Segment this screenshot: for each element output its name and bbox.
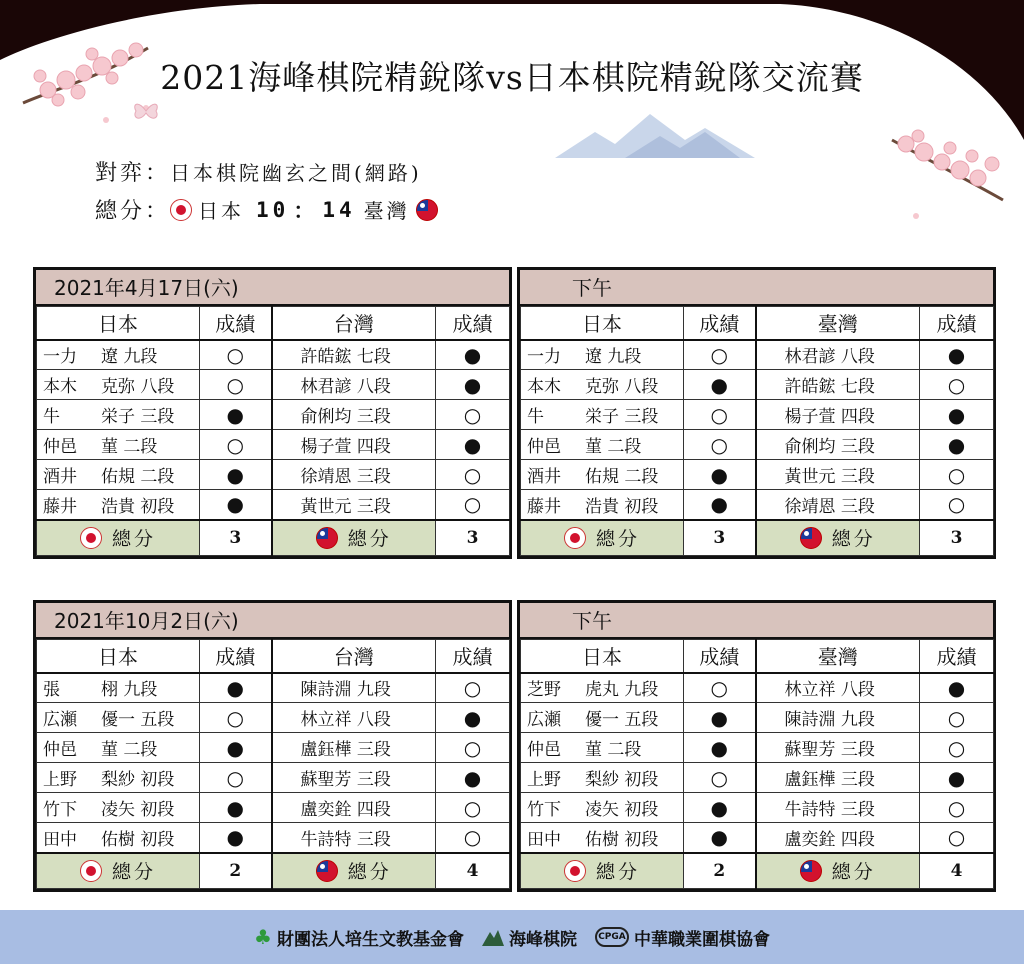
taiwan-player: 俞俐均 三段 xyxy=(272,400,436,430)
japan-player xyxy=(521,733,684,763)
japan-result: ● xyxy=(200,673,272,703)
japan-result: ○ xyxy=(684,673,756,703)
table-row xyxy=(521,703,994,733)
japan-total-label-cell xyxy=(521,853,684,889)
table-row xyxy=(521,823,994,853)
total-left-score: 10 xyxy=(256,197,290,222)
sponsor-haifeng-label: 海峰棋院 xyxy=(508,929,577,950)
taiwan-result: ● xyxy=(436,430,510,460)
table-row xyxy=(37,763,510,793)
table-row xyxy=(37,673,510,703)
venue-value: 日本棋院幽玄之間(網路) xyxy=(170,161,422,185)
japan-player-surname: 田中 xyxy=(43,829,77,850)
japan-result: ● xyxy=(684,490,756,520)
japan-total-label: 總分 xyxy=(111,861,156,884)
japan-player xyxy=(521,703,684,733)
japan-player-given-rank: 遼 九段 xyxy=(585,347,642,368)
japan-total: 2 xyxy=(684,853,756,889)
japan-result: ○ xyxy=(200,370,272,400)
japan-result: ● xyxy=(684,703,756,733)
taiwan-flag-icon xyxy=(316,527,338,549)
japan-flag-icon xyxy=(564,860,586,882)
cherry-blossom-right-icon xyxy=(888,120,1008,220)
japan-player xyxy=(37,340,200,370)
japan-total: 2 xyxy=(200,853,272,889)
taiwan-result: ● xyxy=(920,673,994,703)
japan-result: ● xyxy=(200,460,272,490)
japan-result: ● xyxy=(200,733,272,763)
total-right-team: 臺灣 xyxy=(363,199,410,223)
japan-player-given-rank: 梨紗 初段 xyxy=(585,770,659,790)
japan-player-surname: 藤井 xyxy=(527,496,561,517)
taiwan-player: 徐靖恩 三段 xyxy=(756,490,920,520)
table-row xyxy=(521,763,994,793)
japan-player xyxy=(521,370,684,400)
taiwan-player: 林立祥 八段 xyxy=(756,673,920,703)
japan-player-surname: 竹下 xyxy=(527,800,561,820)
japan-player xyxy=(37,763,200,793)
results-table xyxy=(36,639,510,889)
taiwan-result: ● xyxy=(436,340,510,370)
taiwan-player: 林立祥 八段 xyxy=(272,703,436,733)
taiwan-player: 楊子萱 四段 xyxy=(272,430,436,460)
taiwan-result: ○ xyxy=(920,823,994,853)
taiwan-player: 徐靖恩 三段 xyxy=(272,460,436,490)
japan-player-given-rank: 栄子 三段 xyxy=(101,407,175,427)
japan-result: ○ xyxy=(200,703,272,733)
japan-player-surname: 酒井 xyxy=(527,467,561,487)
sponsor-foundation-label: 財團法人培生文教基金會 xyxy=(276,929,464,950)
col-result-japan: 成績 xyxy=(684,307,756,340)
table-row xyxy=(521,793,994,823)
taiwan-player: 黃世元 三段 xyxy=(272,490,436,520)
japan-player xyxy=(37,490,200,520)
japan-player xyxy=(521,460,684,490)
japan-player xyxy=(521,490,684,520)
taiwan-result: ○ xyxy=(436,460,510,490)
japan-player-given-rank: 凌矢 初段 xyxy=(101,800,175,820)
japan-player-given-rank: 佑規 二段 xyxy=(585,467,659,487)
japan-player xyxy=(521,430,684,460)
table-row xyxy=(521,673,994,703)
japan-player-surname: 仲邑 xyxy=(527,740,561,760)
japan-result: ○ xyxy=(200,430,272,460)
taiwan-player: 蘇聖芳 三段 xyxy=(756,733,920,763)
taiwan-total-label: 總分 xyxy=(831,528,876,551)
col-taiwan: 台灣 xyxy=(272,640,436,673)
japan-flag-icon xyxy=(80,527,102,549)
table-header-row xyxy=(37,640,510,673)
taiwan-result: ○ xyxy=(920,703,994,733)
japan-player-surname: 仲邑 xyxy=(527,437,561,457)
table-row xyxy=(37,340,510,370)
japan-player-given-rank: 佑樹 初段 xyxy=(585,829,659,850)
taiwan-player: 許皓鋐 七段 xyxy=(756,370,920,400)
japan-player xyxy=(37,733,200,763)
japan-flag-icon xyxy=(564,527,586,549)
taiwan-result: ○ xyxy=(436,490,510,520)
japan-player-given-rank: 栄子 三段 xyxy=(585,407,659,427)
panel-heading: 下午 xyxy=(520,270,993,306)
japan-player-surname: 本木 xyxy=(43,377,77,397)
taiwan-player: 林君諺 八段 xyxy=(272,370,436,400)
taiwan-result: ○ xyxy=(436,793,510,823)
japan-total: 3 xyxy=(200,520,272,556)
taiwan-result: ● xyxy=(920,430,994,460)
japan-result: ○ xyxy=(684,763,756,793)
table-row xyxy=(521,370,994,400)
taiwan-result: ○ xyxy=(920,733,994,763)
page-title: 2021海峰棋院精銳隊vs日本棋院精銳隊交流賽 xyxy=(160,58,864,97)
japan-player-surname: 牛 xyxy=(527,407,544,427)
results-table xyxy=(36,306,510,556)
taiwan-player: 盧鈺樺 三段 xyxy=(756,763,920,793)
table-row xyxy=(521,430,994,460)
taiwan-player: 蘇聖芳 三段 xyxy=(272,763,436,793)
taiwan-result: ● xyxy=(436,370,510,400)
japan-player-given-rank: 佑樹 初段 xyxy=(101,829,175,850)
result-panel-3 xyxy=(33,600,512,892)
taiwan-flag-icon xyxy=(800,527,822,549)
japan-player xyxy=(37,673,200,703)
japan-player-given-rank: 克弥 八段 xyxy=(101,377,175,397)
japan-total-label-cell xyxy=(521,520,684,556)
japan-player-surname: 酒井 xyxy=(43,467,77,487)
taiwan-player: 盧奕銓 四段 xyxy=(756,823,920,853)
taiwan-player: 牛詩特 三段 xyxy=(272,823,436,853)
japan-player xyxy=(37,793,200,823)
table-row xyxy=(37,430,510,460)
taiwan-player: 盧奕銓 四段 xyxy=(272,793,436,823)
total-sep: ： xyxy=(293,198,319,223)
japan-player-given-rank: 克弥 八段 xyxy=(585,377,659,397)
taiwan-player: 黃世元 三段 xyxy=(756,460,920,490)
japan-flag-icon xyxy=(80,860,102,882)
taiwan-total: 4 xyxy=(920,853,994,889)
taiwan-result: ○ xyxy=(920,793,994,823)
taiwan-total-label-cell xyxy=(272,520,436,556)
japan-player xyxy=(37,823,200,853)
japan-player-given-rank: 優一 五段 xyxy=(101,710,175,730)
table-row xyxy=(37,460,510,490)
col-result-taiwan: 成績 xyxy=(920,640,994,673)
japan-result: ● xyxy=(200,793,272,823)
japan-player-surname: 本木 xyxy=(527,377,561,397)
total-row xyxy=(521,853,994,889)
table-row xyxy=(521,400,994,430)
japan-player xyxy=(521,673,684,703)
taiwan-result: ● xyxy=(920,400,994,430)
taiwan-player: 俞俐均 三段 xyxy=(756,430,920,460)
japan-result: ● xyxy=(200,490,272,520)
japan-player-given-rank: 菫 二段 xyxy=(101,740,158,760)
japan-total-label-cell xyxy=(37,520,200,556)
japan-player xyxy=(37,370,200,400)
taiwan-result: ○ xyxy=(920,460,994,490)
japan-player-given-rank: 凌矢 初段 xyxy=(585,800,659,820)
taiwan-total-label-cell xyxy=(272,853,436,889)
results-table xyxy=(520,639,994,889)
japan-player-surname: 一力 xyxy=(43,347,77,368)
venue-label: 對弈： xyxy=(95,161,171,186)
table-header-row xyxy=(521,307,994,340)
japan-total-label: 總分 xyxy=(111,528,156,551)
japan-player-given-rank: 浩貴 初段 xyxy=(585,496,659,517)
table-row xyxy=(521,340,994,370)
table-row xyxy=(521,490,994,520)
total-row xyxy=(37,520,510,556)
japan-player-given-rank: 梨紗 初段 xyxy=(101,770,175,790)
japan-player xyxy=(521,400,684,430)
taiwan-player: 楊子萱 四段 xyxy=(756,400,920,430)
taiwan-player: 林君諺 八段 xyxy=(756,340,920,370)
table-header-row xyxy=(37,307,510,340)
table-row xyxy=(37,400,510,430)
japan-player xyxy=(521,763,684,793)
japan-player-surname: 上野 xyxy=(527,770,561,790)
col-japan: 日本 xyxy=(521,640,684,673)
japan-result: ● xyxy=(684,460,756,490)
col-taiwan: 台灣 xyxy=(272,307,436,340)
japan-player-given-rank: 菫 二段 xyxy=(585,437,642,457)
table-row xyxy=(37,490,510,520)
japan-result: ○ xyxy=(684,430,756,460)
taiwan-flag-icon xyxy=(416,199,438,221)
japan-player-given-rank: 菫 二段 xyxy=(585,740,642,760)
taiwan-player: 陳詩淵 九段 xyxy=(272,673,436,703)
japan-player-surname: 広瀬 xyxy=(43,710,77,730)
japan-player-surname: 広瀬 xyxy=(527,710,561,730)
japan-player-surname: 芝野 xyxy=(527,680,561,701)
result-panel-4 xyxy=(517,600,996,892)
col-result-japan: 成績 xyxy=(200,640,272,673)
japan-player xyxy=(37,430,200,460)
total-row xyxy=(521,520,994,556)
japan-result: ● xyxy=(684,793,756,823)
col-taiwan: 臺灣 xyxy=(756,640,920,673)
japan-player xyxy=(37,703,200,733)
total-score-line xyxy=(95,194,438,225)
taiwan-result: ○ xyxy=(436,733,510,763)
taiwan-result: ○ xyxy=(436,400,510,430)
japan-player-surname: 一力 xyxy=(527,347,561,368)
taiwan-result: ○ xyxy=(436,673,510,703)
panel-heading: 2021年10月2日(六) xyxy=(36,603,509,639)
japan-player xyxy=(521,823,684,853)
japan-total: 3 xyxy=(684,520,756,556)
total-row xyxy=(37,853,510,889)
taiwan-flag-icon xyxy=(316,860,338,882)
table-header-row xyxy=(521,640,994,673)
japan-player-given-rank: 優一 五段 xyxy=(585,710,659,730)
col-result-taiwan: 成績 xyxy=(436,640,510,673)
col-japan: 日本 xyxy=(37,307,200,340)
japan-player-surname: 牛 xyxy=(43,407,60,427)
table-row xyxy=(521,460,994,490)
sponsor-foundation xyxy=(254,925,464,950)
taiwan-total-label-cell xyxy=(756,520,920,556)
taiwan-total-label: 總分 xyxy=(347,528,392,551)
japan-player-surname: 田中 xyxy=(527,829,561,850)
japan-player-surname: 上野 xyxy=(43,770,77,790)
taiwan-total: 4 xyxy=(436,853,510,889)
venue-line xyxy=(95,156,422,187)
taiwan-result: ● xyxy=(436,703,510,733)
japan-player-surname: 仲邑 xyxy=(43,437,77,457)
table-row xyxy=(37,823,510,853)
japan-player-surname: 藤井 xyxy=(43,496,77,517)
japan-player xyxy=(521,793,684,823)
japan-result: ● xyxy=(200,823,272,853)
japan-player-given-rank: 浩貴 初段 xyxy=(101,496,175,517)
total-left-team: 日本 xyxy=(198,199,245,223)
sponsor-haifeng xyxy=(482,925,577,950)
japan-player xyxy=(37,460,200,490)
table-row xyxy=(37,370,510,400)
japan-player-surname: 竹下 xyxy=(43,800,77,820)
panel-heading: 2021年4月17日(六) xyxy=(36,270,509,306)
japan-total-label-cell xyxy=(37,853,200,889)
taiwan-player: 陳詩淵 九段 xyxy=(756,703,920,733)
japan-result: ○ xyxy=(684,400,756,430)
table-row xyxy=(521,733,994,763)
result-panel-2 xyxy=(517,267,996,559)
japan-player-surname: 張 xyxy=(43,680,60,701)
table-row xyxy=(37,703,510,733)
col-result-japan: 成績 xyxy=(200,307,272,340)
japan-result: ● xyxy=(684,370,756,400)
taiwan-flag-icon xyxy=(800,860,822,882)
taiwan-result: ● xyxy=(920,763,994,793)
taiwan-result: ● xyxy=(920,340,994,370)
taiwan-result: ○ xyxy=(920,490,994,520)
sponsor-cpga xyxy=(595,925,770,950)
col-result-taiwan: 成績 xyxy=(920,307,994,340)
taiwan-total: 3 xyxy=(920,520,994,556)
col-japan: 日本 xyxy=(37,640,200,673)
col-taiwan: 臺灣 xyxy=(756,307,920,340)
results-table xyxy=(520,306,994,556)
japan-result: ○ xyxy=(200,763,272,793)
japan-player xyxy=(521,340,684,370)
footer-sponsors xyxy=(0,910,1024,964)
japan-player-given-rank: 菫 二段 xyxy=(101,437,158,457)
result-panel-1 xyxy=(33,267,512,559)
table-row xyxy=(37,733,510,763)
japan-total-label: 總分 xyxy=(595,528,640,551)
japan-flag-icon xyxy=(170,199,192,221)
japan-player xyxy=(37,400,200,430)
mountain-icon xyxy=(555,110,755,162)
taiwan-total: 3 xyxy=(436,520,510,556)
japan-player-given-rank: 遼 九段 xyxy=(101,347,158,368)
japan-result: ○ xyxy=(684,340,756,370)
total-right-score: 14 xyxy=(322,197,356,222)
japan-player-given-rank: 虎丸 九段 xyxy=(585,680,659,701)
panel-heading: 下午 xyxy=(520,603,993,639)
taiwan-result: ○ xyxy=(920,370,994,400)
col-result-japan: 成績 xyxy=(684,640,756,673)
taiwan-result: ● xyxy=(436,763,510,793)
haifeng-logo-icon xyxy=(482,928,504,946)
japan-player-surname: 仲邑 xyxy=(43,740,77,760)
taiwan-total-label-cell xyxy=(756,853,920,889)
total-label: 總分： xyxy=(95,199,171,224)
japan-total-label: 總分 xyxy=(595,861,640,884)
col-result-taiwan: 成績 xyxy=(436,307,510,340)
japan-result: ● xyxy=(200,400,272,430)
taiwan-result: ○ xyxy=(436,823,510,853)
japan-player-given-rank: 栩 九段 xyxy=(101,680,158,701)
butterfly-icon xyxy=(130,98,162,124)
japan-result: ○ xyxy=(200,340,272,370)
sponsor-cpga-label: 中華職業圍棋協會 xyxy=(633,929,770,950)
table-row xyxy=(37,793,510,823)
taiwan-total-label: 總分 xyxy=(831,861,876,884)
japan-result: ● xyxy=(684,733,756,763)
clover-icon: ♣ xyxy=(254,925,272,949)
taiwan-total-label: 總分 xyxy=(347,861,392,884)
taiwan-player: 許皓鋐 七段 xyxy=(272,340,436,370)
taiwan-player: 牛詩特 三段 xyxy=(756,793,920,823)
japan-player-given-rank: 佑規 二段 xyxy=(101,467,175,487)
cpga-logo-icon: CPGA xyxy=(595,927,629,947)
taiwan-player: 盧鈺樺 三段 xyxy=(272,733,436,763)
japan-result: ● xyxy=(684,823,756,853)
col-japan: 日本 xyxy=(521,307,684,340)
